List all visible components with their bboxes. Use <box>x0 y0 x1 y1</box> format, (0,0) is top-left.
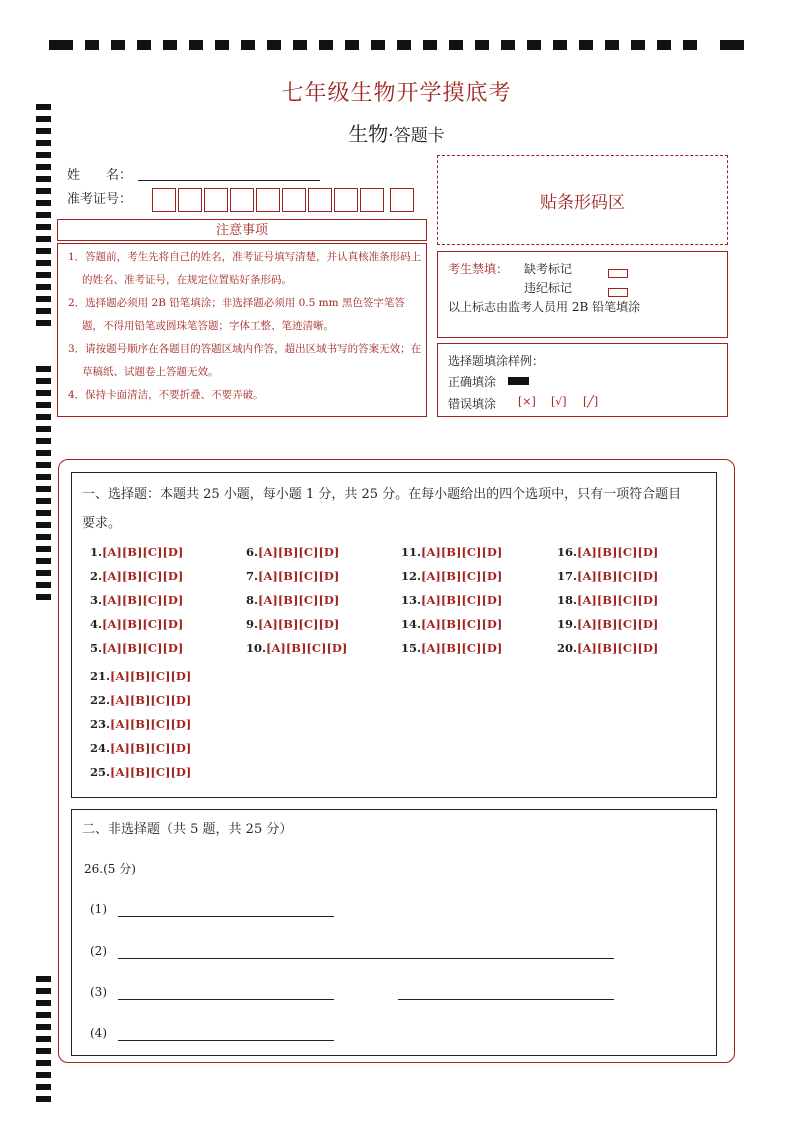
question-number: 12. <box>401 569 422 583</box>
notice-title: 注意事项 <box>57 219 427 241</box>
question-20[interactable] <box>557 641 658 655</box>
question-options[interactable]: [A][B][C][D] <box>102 641 184 655</box>
proctor-note: 以上标志由监考人员用 2B 铅笔填涂 <box>448 300 641 314</box>
question-options[interactable]: [A][B][C][D] <box>577 593 659 607</box>
question-21[interactable] <box>90 669 191 683</box>
question-number: 8. <box>246 593 259 607</box>
wrong-mark-check: [√] <box>551 395 567 408</box>
notice-item: 2．选择题必须用 2B 铅笔填涂；非选择题必须用 0.5 mm 黑色签字笔答题，不得用铅笔或圆珠笔答题；字体工整、笔迹清晰。 <box>68 297 405 332</box>
question-options[interactable]: [A][B][C][D] <box>421 545 503 559</box>
question-8[interactable] <box>246 593 339 607</box>
question-options[interactable]: [A][B][C][D] <box>102 617 184 631</box>
question-options[interactable]: [A][B][C][D] <box>577 545 659 559</box>
section2-title: 二、非选择题（共 5 题，共 25 分） <box>82 822 293 837</box>
part-3-label: (3) <box>90 985 107 999</box>
wrong-mark-slash: [╱] <box>583 395 599 408</box>
question-17[interactable] <box>557 569 658 583</box>
question-23[interactable] <box>90 717 191 731</box>
answer-line-3a[interactable] <box>118 999 334 1000</box>
question-number: 16. <box>557 545 578 559</box>
question-15[interactable] <box>401 641 502 655</box>
question-number: 9. <box>246 617 259 631</box>
notice-box <box>57 243 427 417</box>
notice-item: 1．答题前，考生先将自己的姓名，准考证号填写清楚，并认真核准条形码上的姓名、准考证号，在规定位置贴好条形码。 <box>68 251 422 286</box>
correct-fill-label: 正确填涂 <box>448 375 497 389</box>
question-number: 17. <box>557 569 578 583</box>
question-options[interactable]: [A][B][C][D] <box>110 693 192 707</box>
question-1[interactable] <box>90 545 183 559</box>
question-number: 23. <box>90 717 111 731</box>
question-number: 20. <box>557 641 578 655</box>
question-options[interactable]: [A][B][C][D] <box>421 617 503 631</box>
question-options[interactable]: [A][B][C][D] <box>421 593 503 607</box>
question-options[interactable]: [A][B][C][D] <box>577 617 659 631</box>
question-options[interactable]: [A][B][C][D] <box>102 569 184 583</box>
subtitle-small: ·答题卡 <box>388 126 445 146</box>
question-number: 6. <box>246 545 259 559</box>
question-number: 15. <box>401 641 422 655</box>
absent-label: 缺考标记 <box>524 262 573 276</box>
part-2-label: (2) <box>90 944 107 958</box>
question-options[interactable]: [A][B][C][D] <box>102 593 184 607</box>
question-options[interactable]: [A][B][C][D] <box>110 741 192 755</box>
answer-line-4[interactable] <box>118 1040 334 1041</box>
question-11[interactable] <box>401 545 502 559</box>
question-number: 2. <box>90 569 103 583</box>
q26-label: 26.(5 分) <box>84 862 136 876</box>
question-number: 25. <box>90 765 111 779</box>
answer-line-3b[interactable] <box>398 999 614 1000</box>
section-choice <box>71 472 717 798</box>
question-options[interactable]: [A][B][C][D] <box>577 641 659 655</box>
name-field[interactable] <box>138 180 320 181</box>
page-title: 七年级生物开学摸底考 <box>281 81 512 106</box>
question-13[interactable] <box>401 593 502 607</box>
proctor-box <box>437 251 728 338</box>
proctor-label: 考生禁填： <box>448 262 509 276</box>
sample-title: 选择题填涂样例： <box>448 354 545 368</box>
question-options[interactable]: [A][B][C][D] <box>577 569 659 583</box>
answer-line-1[interactable] <box>118 916 334 917</box>
barcode-area <box>437 155 728 245</box>
question-number: 5. <box>90 641 103 655</box>
part-1-label: (1) <box>90 902 107 916</box>
question-options[interactable]: [A][B][C][D] <box>110 765 192 779</box>
question-7[interactable] <box>246 569 339 583</box>
question-22[interactable] <box>90 693 191 707</box>
question-5[interactable] <box>90 641 183 655</box>
question-options[interactable]: [A][B][C][D] <box>110 717 192 731</box>
barcode-label: 贴条形码区 <box>540 192 625 213</box>
question-number: 3. <box>90 593 103 607</box>
question-18[interactable] <box>557 593 658 607</box>
question-number: 22. <box>90 693 111 707</box>
answer-line-2[interactable] <box>118 958 614 959</box>
question-options[interactable]: [A][B][C][D] <box>258 545 340 559</box>
question-options[interactable]: [A][B][C][D] <box>421 641 503 655</box>
question-options[interactable]: [A][B][C][D] <box>110 669 192 683</box>
question-9[interactable] <box>246 617 339 631</box>
question-number: 10. <box>246 641 267 655</box>
question-options[interactable]: [A][B][C][D] <box>266 641 348 655</box>
wrong-mark-cross: [×] <box>518 395 536 408</box>
question-number: 19. <box>557 617 578 631</box>
question-number: 24. <box>90 741 111 755</box>
section-nonchoice <box>71 809 717 1056</box>
question-14[interactable] <box>401 617 502 631</box>
fill-sample-box <box>437 343 728 417</box>
question-options[interactable]: [A][B][C][D] <box>102 545 184 559</box>
correct-fill-mark <box>508 377 529 385</box>
question-number: 4. <box>90 617 103 631</box>
question-12[interactable] <box>401 569 502 583</box>
name-label: 姓 名： <box>67 168 133 183</box>
question-24[interactable] <box>90 741 191 755</box>
question-16[interactable] <box>557 545 658 559</box>
section1-title-line1: 一、选择题：本题共 25 小题，每小题 1 分，共 25 分。在每小题给出的四个选项中，只有一项符合题目 <box>82 487 682 502</box>
question-10[interactable] <box>246 641 347 655</box>
subtitle-main: 生物 <box>348 122 389 146</box>
wrong-fill-label: 错误填涂 <box>448 397 497 411</box>
question-options[interactable]: [A][B][C][D] <box>258 569 340 583</box>
question-number: 21. <box>90 669 111 683</box>
notice-item: 3．请按题号顺序在各题目的答题区域内作答，超出区域书写的答案无效；在草稿纸、试题卷上答题无效。 <box>68 343 422 378</box>
question-4[interactable] <box>90 617 183 631</box>
question-options[interactable]: [A][B][C][D] <box>421 569 503 583</box>
section1-title-line2: 要求。 <box>82 516 122 531</box>
part-4-label: (4) <box>90 1026 107 1040</box>
question-number: 14. <box>401 617 422 631</box>
question-number: 13. <box>401 593 422 607</box>
question-options[interactable]: [A][B][C][D] <box>258 617 340 631</box>
question-2[interactable] <box>90 569 183 583</box>
question-3[interactable] <box>90 593 183 607</box>
subtitle <box>0 118 793 147</box>
question-6[interactable] <box>246 545 339 559</box>
question-number: 1. <box>90 545 103 559</box>
question-number: 11. <box>401 545 422 559</box>
absent-mark-box[interactable] <box>608 263 628 282</box>
question-options[interactable]: [A][B][C][D] <box>258 593 340 607</box>
question-number: 18. <box>557 593 578 607</box>
notice-item: 4．保持卡面清洁，不要折叠、不要弄破。 <box>68 389 264 401</box>
question-19[interactable] <box>557 617 658 631</box>
question-number: 7. <box>246 569 259 583</box>
violation-label: 违纪标记 <box>524 281 573 295</box>
id-label: 准考证号： <box>67 192 133 207</box>
question-25[interactable] <box>90 765 191 779</box>
